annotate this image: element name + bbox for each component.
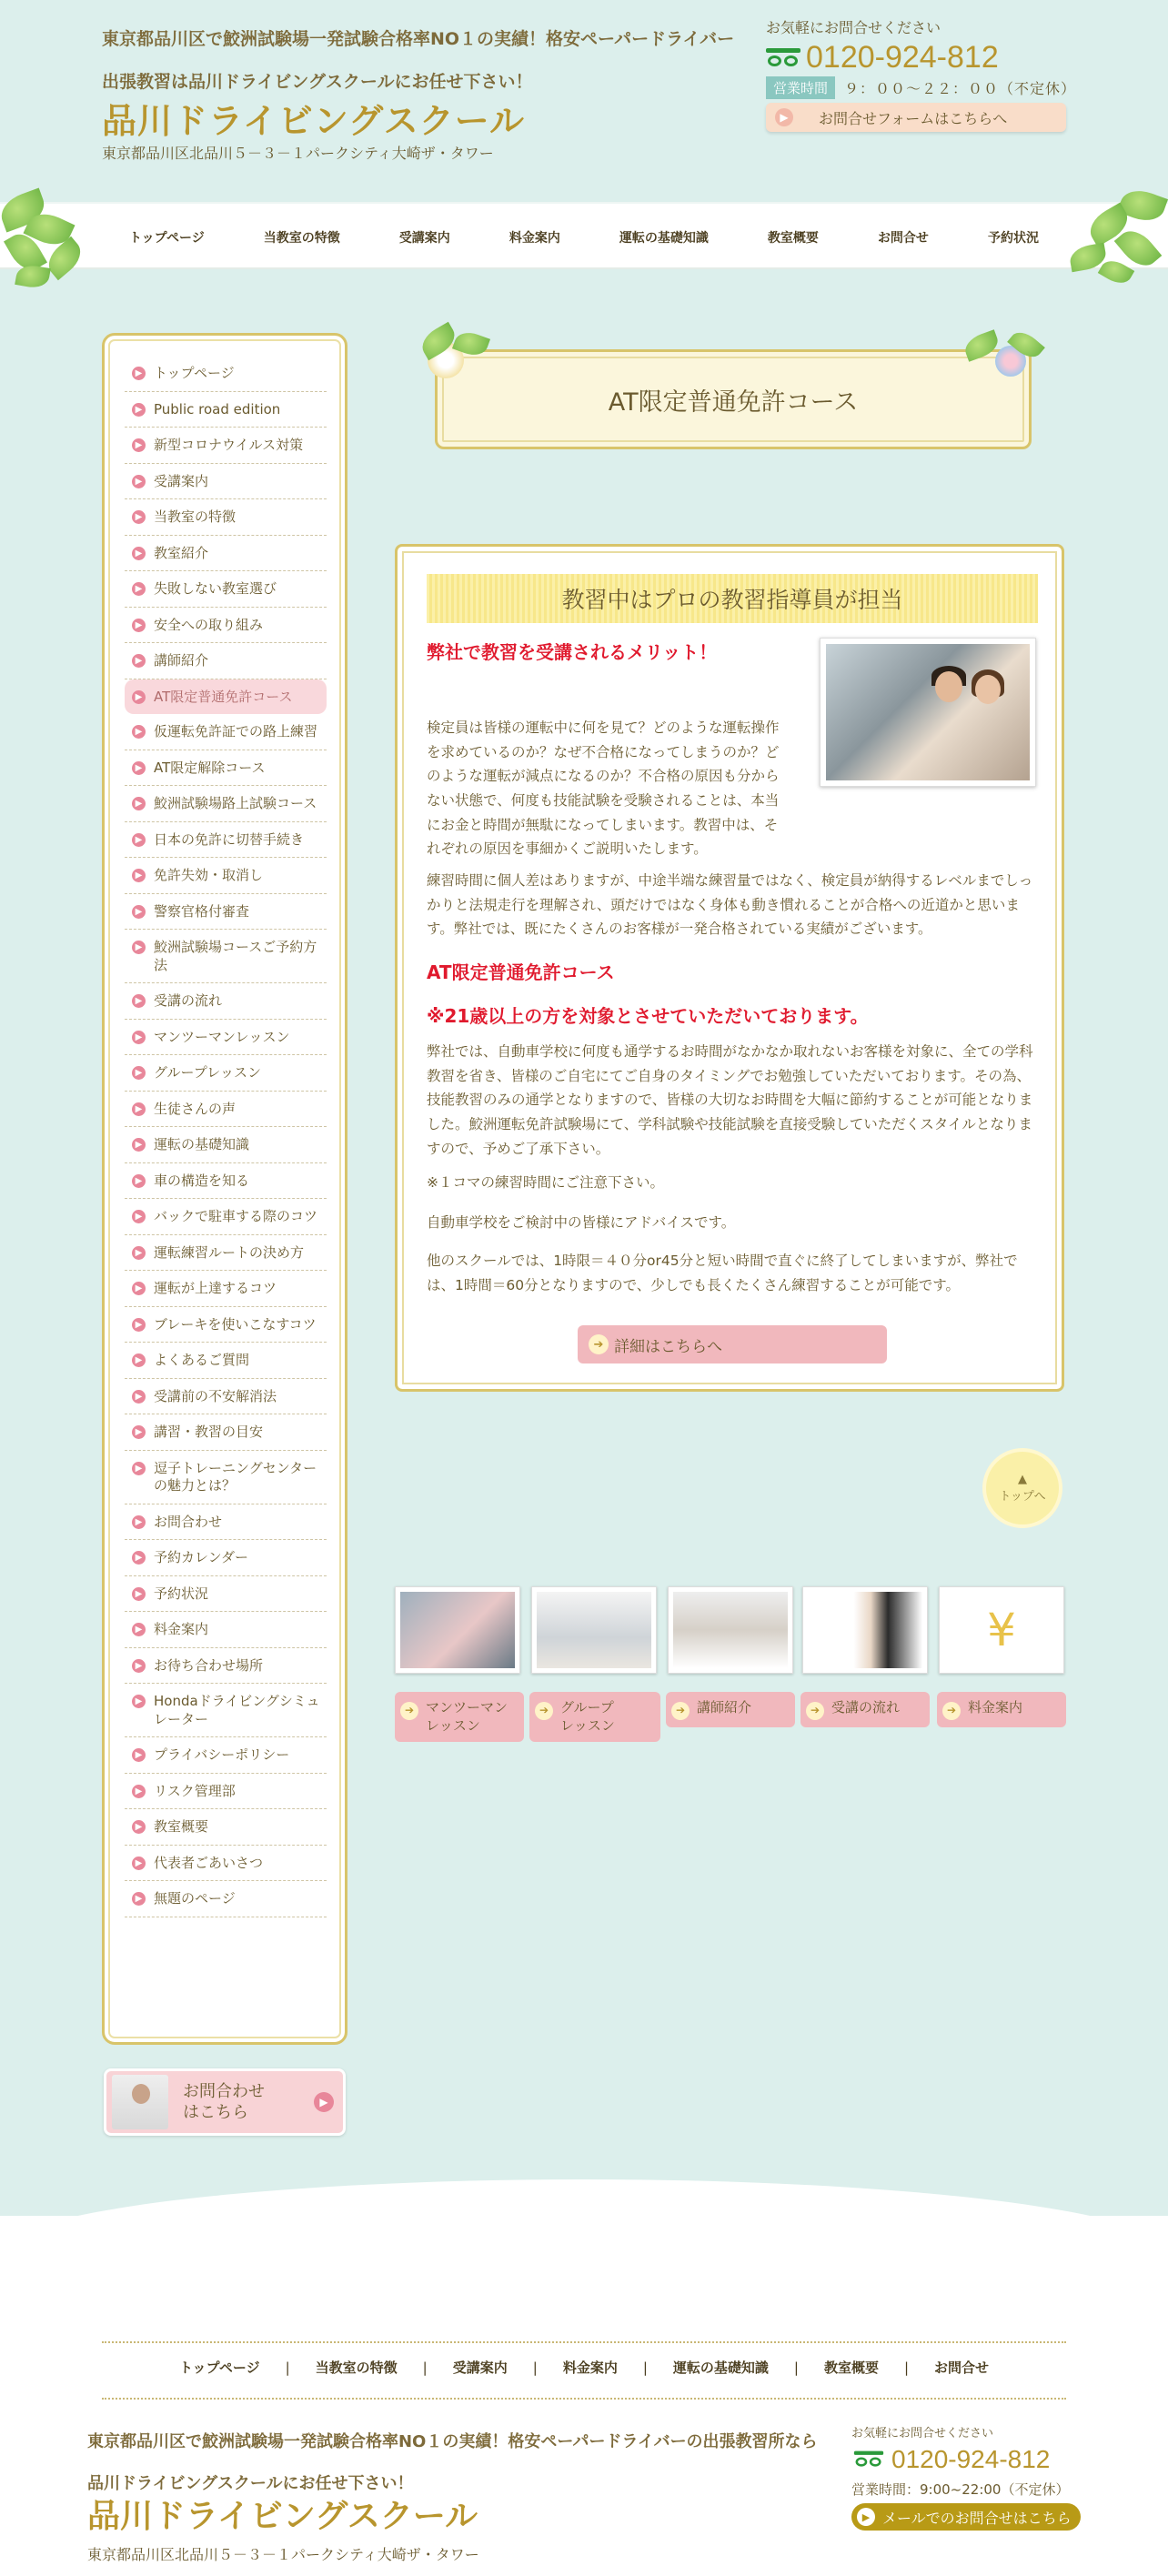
- sidebar-item-label: AT限定普通免許コース: [154, 688, 293, 705]
- footer-logo[interactable]: 品川ドライビングスクール: [87, 2498, 478, 2535]
- quick-link-label: 料金案内: [968, 1699, 1023, 1716]
- sidebar-item-label: 料金案内: [154, 1621, 209, 1637]
- arrow-right-icon: ▶: [132, 438, 146, 452]
- nav-separator: |: [422, 2359, 428, 2376]
- arrow-right-icon: ▶: [132, 1282, 146, 1295]
- paragraph-6: 他のスクールでは、1時限＝４０分or45分と短い時間で直ぐに終了してしまいますが、弊社では、1時間＝60分となりますので、少しでも長くたくさん練習することが可能です。: [427, 1253, 1018, 1293]
- footer-mail-button[interactable]: [851, 2503, 1081, 2531]
- quick-link-mantoman[interactable]: [395, 1692, 524, 1742]
- footer-nav-item-5[interactable]: 教室概要: [823, 2360, 879, 2376]
- sidebar-item-36[interactable]: [125, 1684, 327, 1737]
- arrow-right-icon: ▶: [132, 475, 146, 488]
- arrow-right-icon: ▶: [132, 1210, 146, 1223]
- arrow-right-icon: ➔: [589, 1334, 609, 1354]
- detail-button[interactable]: [578, 1325, 887, 1363]
- paragraph-4: ※１コマの練習時間にご注意下さい。: [427, 1174, 664, 1191]
- thumb-group[interactable]: [531, 1586, 657, 1674]
- sidebar-item-label: ブレーキを使いこなすコツ: [154, 1315, 317, 1333]
- sidebar-item-label: お問合わせ: [154, 1513, 223, 1530]
- sidebar-item-label: 安全への取り組み: [154, 616, 264, 633]
- arrow-right-icon: ▶: [132, 1659, 146, 1673]
- sidebar-item-label: 講師紹介: [154, 652, 209, 669]
- site-logo[interactable]: 品川ドライビングスクール: [102, 101, 525, 141]
- age-note: ※21歳以上の方を対象とさせていただいております。: [427, 1005, 869, 1027]
- nav-separator: |: [642, 2359, 648, 2376]
- sidebar-item-label: 運転の基礎知識: [154, 1136, 250, 1152]
- footer-nav-item-6[interactable]: お問合せ: [934, 2360, 990, 2376]
- paragraph-1: 検定員は皆様の運転中に何を見て？どのような運転操作を求めているのか？なぜ不合格になってしまうのか？どのような運転が減点になるのか？不合格の原因も分からない状態で、何度も技能試験を受験されることは、本当にお金と時間が無駄になってしまいます。教習中は、それぞれの原因を事細かくご説明いたします。: [427, 719, 780, 858]
- arrow-right-icon: ▶: [132, 1425, 146, 1439]
- sidebar-item-label: 受講前の不安解消法: [154, 1387, 277, 1404]
- sidebar-item-11[interactable]: [125, 750, 327, 787]
- sidebar-item-1[interactable]: [125, 392, 327, 428]
- sidebar-item-12[interactable]: [125, 786, 327, 822]
- global-nav-items: [102, 204, 1066, 271]
- arrow-right-icon: ▶: [132, 1857, 146, 1870]
- footer-phone-row[interactable]: [851, 2445, 1050, 2474]
- global-nav: [0, 202, 1168, 269]
- sidebar-item-label: 教室概要: [154, 1818, 209, 1835]
- detail-button-label: 詳細はこちらへ: [614, 1337, 722, 1356]
- arrow-right-icon: ▶: [132, 510, 146, 524]
- page-title: [435, 349, 1032, 449]
- sidebar-item-7[interactable]: [125, 608, 327, 644]
- paragraph-3: 弊社では、自動車学校に何度も通学するお時間がなかなか取れないお客様を対象に、全ての学科教習を省き、皆様のご自宅にてご自身のタイミングでお勉強していただいております。その為、技能教習のみの通学となりますので、皆様の大切なお時間を大幅に節約することが可能となりました。鮫洲運転免許試験場にて、学科試験や技能試験を直接受験していただくスタイルとなりますので、予めご了承下さい。: [427, 1043, 1033, 1157]
- sidebar-item-label: マンツーマンレッスン: [154, 1028, 290, 1045]
- sidebar-item-label: 生徒さんの声: [154, 1100, 237, 1117]
- freedial-icon: [766, 48, 800, 68]
- arrow-right-icon: ▶: [132, 1138, 146, 1152]
- sidebar-item-label: 運転練習ルートの決め方: [154, 1243, 305, 1261]
- yen-icon: ¥: [944, 1592, 1059, 1668]
- freedial-icon: [854, 2451, 883, 2469]
- nav-separator: |: [793, 2359, 799, 2376]
- sidebar-item-label: 日本の免許に切替手続き: [154, 830, 305, 848]
- arrow-right-icon: ▶: [132, 1174, 146, 1188]
- header-subline: 出張教習は品川ドライビングスクールにお任せ下さい！: [102, 72, 533, 92]
- nav-separator: |: [285, 2359, 290, 2376]
- sidebar-item-0[interactable]: [125, 356, 327, 392]
- header-tagline: 東京都品川区で鮫洲試験場一発試験合格率NO１の実績！格安ペーパードライバー: [102, 29, 735, 49]
- nav-item-5[interactable]: 教室概要: [767, 231, 819, 246]
- sidebar-item-19[interactable]: [125, 1055, 327, 1092]
- arrow-right-icon: ▶: [132, 1390, 146, 1404]
- thumb-price[interactable]: [939, 1586, 1064, 1674]
- sidebar-item-label: 講習・教習の目安: [154, 1424, 264, 1440]
- quick-link-price[interactable]: [937, 1692, 1066, 1727]
- sidebar-item-label: 予約状況: [154, 1585, 209, 1602]
- arrow-right-icon: ▶: [132, 905, 146, 919]
- sidebar-item-label: Hondaドライビングシミュレーター: [154, 1693, 320, 1727]
- nav-item-2[interactable]: 受講案内: [398, 231, 450, 246]
- sidebar-item-label: 教室紹介: [154, 544, 209, 561]
- sidebar-item-32[interactable]: [125, 1540, 327, 1576]
- footer-phone[interactable]: 0120-924-812: [891, 2445, 1051, 2473]
- sidebar-item-30[interactable]: [125, 1451, 327, 1504]
- sidebar-item-label: 新型コロナウイルス対策: [154, 437, 304, 453]
- nav-separator: |: [532, 2359, 538, 2376]
- arrow-right-icon: ▶: [132, 547, 146, 560]
- sidebar-item-26[interactable]: [125, 1307, 327, 1343]
- arrow-right-icon: ▶: [132, 761, 146, 775]
- sidebar-item-18[interactable]: [125, 1020, 327, 1056]
- sidebar-item-10[interactable]: [125, 714, 327, 750]
- sidebar-item-label: 無題のページ: [154, 1890, 236, 1907]
- quick-link-label: グループ レッスン: [560, 1699, 615, 1734]
- sidebar-item-27[interactable]: [125, 1343, 327, 1379]
- nav-item-3[interactable]: 料金案内: [508, 231, 560, 246]
- thumb-instructors[interactable]: [668, 1586, 793, 1674]
- sidebar-item-38[interactable]: [125, 1774, 327, 1810]
- sidebar-item-22[interactable]: [125, 1163, 327, 1200]
- sidebar-item-8[interactable]: [125, 643, 327, 679]
- footer-nav-item-3[interactable]: 料金案内: [562, 2360, 618, 2376]
- arrow-right-icon: ➔: [400, 1702, 418, 1720]
- sidebar-item-16[interactable]: [125, 930, 327, 983]
- sidebar-contact-label: お問合わせ はこちら: [183, 2081, 265, 2122]
- sidebar-item-14[interactable]: [125, 858, 327, 894]
- arrow-right-icon: ▶: [132, 1462, 146, 1475]
- arrow-right-icon: ▶: [132, 1246, 146, 1260]
- footer-hours: 営業時間：9:00~22:00（不定休）: [851, 2481, 1070, 2498]
- arrow-right-icon: ▶: [132, 1353, 146, 1367]
- footer-mail-button-label: メールでのお問合せはこちら: [882, 2509, 1072, 2527]
- sidebar-item-41[interactable]: [125, 1881, 327, 1917]
- arrow-right-icon: ▶: [132, 941, 146, 954]
- sidebar-item-label: 鮫洲試験場コースご予約方法: [154, 939, 317, 973]
- arrow-right-icon: ▶: [132, 654, 146, 668]
- sidebar-item-6[interactable]: [125, 571, 327, 608]
- sidebar-item-39[interactable]: [125, 1809, 327, 1846]
- arrow-right-icon: ▶: [132, 1551, 146, 1565]
- footer-tagline-2: 品川ドライビングスクールにお任せ下さい！: [87, 2474, 414, 2493]
- arrow-up-icon: ▲: [1018, 1473, 1027, 1486]
- sidebar-menu: [125, 356, 327, 1917]
- sidebar-item-label: Public road edition: [154, 400, 281, 418]
- course-title: AT限定普通免許コース: [427, 961, 615, 983]
- sidebar-item-20[interactable]: [125, 1092, 327, 1128]
- footer-divider: [102, 2398, 1066, 2400]
- arrow-right-icon: ▶: [132, 1318, 146, 1332]
- nav-separator: |: [903, 2359, 910, 2376]
- sidebar-item-40[interactable]: [125, 1846, 327, 1882]
- quick-link-label: マンツーマン レッスン: [426, 1699, 508, 1734]
- sidebar-item-label: 免許失効・取消し: [154, 867, 264, 883]
- arrow-right-icon: ▶: [132, 1102, 146, 1116]
- quick-link-label: 講師紹介: [697, 1699, 752, 1716]
- sidebar-item-label: 代表者ごあいさつ: [154, 1854, 264, 1871]
- arrow-right-icon: ➔: [942, 1702, 961, 1720]
- arrow-right-icon: ▶: [132, 690, 146, 704]
- sidebar-item-3[interactable]: [125, 464, 327, 500]
- nav-item-6[interactable]: お問合せ: [877, 231, 929, 246]
- arrow-right-icon: ▶: [132, 1820, 146, 1834]
- sidebar: [102, 333, 347, 2045]
- sidebar-item-label: バックで駐車する際のコツ: [154, 1208, 318, 1224]
- sidebar-contact-button[interactable]: [104, 2068, 346, 2136]
- footer-nav-item-1[interactable]: 当教室の特徴: [315, 2360, 398, 2376]
- driving-photo: [820, 638, 1036, 787]
- arrow-right-icon: ▶: [132, 367, 146, 380]
- merit-title: 弊社で教習を受講されるメリット！: [427, 641, 718, 663]
- sidebar-item-24[interactable]: [125, 1235, 327, 1272]
- arrow-right-icon: ▶: [132, 1695, 146, 1708]
- sidebar-item-label: トップページ: [154, 365, 235, 381]
- sidebar-item-35[interactable]: [125, 1648, 327, 1685]
- sidebar-item-34[interactable]: [125, 1612, 327, 1648]
- arrow-right-icon: ➔: [671, 1702, 690, 1720]
- sidebar-item-33[interactable]: [125, 1576, 327, 1613]
- quick-link-instructors[interactable]: [666, 1692, 795, 1727]
- sidebar-item-label: グループレッスン: [154, 1064, 262, 1081]
- sidebar-item-label: プライバシーポリシー: [154, 1746, 290, 1763]
- sidebar-item-31[interactable]: [125, 1504, 327, 1541]
- sidebar-item-15[interactable]: [125, 894, 327, 931]
- arrow-right-icon: ▶: [132, 582, 146, 596]
- page-title-text: AT限定普通免許コース: [608, 387, 859, 417]
- nav-item-0[interactable]: トップページ: [129, 231, 205, 246]
- sidebar-item-label: 運転が上達するコツ: [154, 1280, 277, 1296]
- contact-form-button[interactable]: [766, 103, 1066, 132]
- sidebar-item-label: 予約カレンダー: [154, 1549, 249, 1565]
- sidebar-item-37[interactable]: [125, 1737, 327, 1774]
- arrow-right-icon: ▶: [132, 403, 146, 417]
- content-heading: 教習中はプロの教習指導員が担当: [427, 574, 1038, 623]
- arrow-right-icon: ▶: [857, 2508, 875, 2526]
- footer-divider: [102, 2341, 1066, 2343]
- thumb-mantoman[interactable]: [395, 1586, 520, 1674]
- sidebar-item-label: 鮫洲試験場路上試験コース: [154, 795, 317, 811]
- thumb-flow[interactable]: [802, 1586, 928, 1674]
- footer-nav-item-4[interactable]: 運転の基礎知識: [672, 2360, 769, 2376]
- arrow-right-icon: ▶: [132, 1515, 146, 1529]
- sidebar-item-label: 逗子トレーニングセンターの魅力とは？: [154, 1459, 317, 1494]
- sidebar-item-28[interactable]: [125, 1379, 327, 1415]
- hours-text: ９：００～２２：００（不定休）: [844, 80, 1077, 97]
- sidebar-item-21[interactable]: [125, 1127, 327, 1163]
- operator-photo: [112, 2075, 168, 2129]
- footer-address: 東京都品川区北品川５－３－１パークシティ大崎ザ・タワー: [87, 2546, 479, 2563]
- sidebar-item-label: 仮運転免許証での路上練習: [154, 723, 318, 740]
- sidebar-item-label: AT限定解除コース: [154, 759, 266, 776]
- sidebar-item-9[interactable]: [125, 679, 327, 715]
- sidebar-item-13[interactable]: [125, 822, 327, 859]
- sidebar-item-2[interactable]: [125, 428, 327, 464]
- sidebar-item-25[interactable]: [125, 1271, 327, 1307]
- paragraph-2: 練習時間に個人差はありますが、中途半端な練習量ではなく、検定員が納得するレベルまでしっかりと法規走行を理解され、頭だけではなく身体も動き慣れることが合格への近道かと思います。弊社では、既にたくさんのお客様が一発合格されている実績がございます。: [427, 872, 1033, 938]
- sidebar-item-23[interactable]: [125, 1199, 327, 1235]
- quick-link-flow[interactable]: [800, 1692, 930, 1727]
- arrow-right-icon: ▶: [314, 2092, 334, 2112]
- nav-item-1[interactable]: 当教室の特徴: [263, 231, 340, 246]
- sidebar-item-5[interactable]: [125, 536, 327, 572]
- header-phone-row[interactable]: [766, 40, 999, 75]
- sidebar-item-label: 失敗しない教室選び: [154, 580, 277, 597]
- back-to-top-label: トップへ: [999, 1490, 1046, 1504]
- arrow-right-icon: ▶: [132, 725, 146, 739]
- header-phone[interactable]: 0120-924-812: [806, 40, 999, 75]
- nav-item-7[interactable]: 予約状況: [987, 231, 1039, 246]
- quick-link-label: 受講の流れ: [831, 1699, 901, 1716]
- footer-nav-item-2[interactable]: 受講案内: [452, 2360, 508, 2376]
- arrow-right-icon: ▶: [132, 1066, 146, 1080]
- arrow-right-icon: ▶: [132, 1892, 146, 1906]
- sidebar-item-29[interactable]: [125, 1414, 327, 1451]
- footer-nav-item-0[interactable]: トップページ: [178, 2360, 260, 2376]
- header-address: 東京都品川区北品川５－３－１パークシティ大崎ザ・タワー: [102, 145, 494, 162]
- paragraph-5: 自動車学校をご検討中の皆様にアドバイスです。: [427, 1214, 736, 1231]
- arrow-right-icon: ▶: [132, 994, 146, 1008]
- back-to-top-button[interactable]: [986, 1452, 1059, 1524]
- sidebar-item-label: お待ち合わせ場所: [154, 1656, 264, 1674]
- hours-badge: 営業時間: [766, 76, 835, 99]
- content-box: [395, 544, 1064, 1392]
- arrow-right-icon: ▶: [132, 797, 146, 810]
- sidebar-item-17[interactable]: [125, 983, 327, 1020]
- footer-nav: [102, 2358, 1066, 2377]
- header-hours-row: [766, 76, 1076, 99]
- sidebar-item-label: 警察官格付審査: [154, 902, 250, 920]
- contact-form-button-label: お問合せフォームはこちらへ: [819, 109, 1008, 127]
- sidebar-item-4[interactable]: [125, 499, 327, 536]
- arrow-right-icon: ▶: [132, 1587, 146, 1601]
- footer-tagline-1: 東京都品川区で鮫洲試験場一発試験合格率NO１の実績！格安ペーパードライバーの出張教習所なら: [87, 2432, 818, 2451]
- arrow-right-icon: ➔: [806, 1702, 824, 1720]
- arrow-right-icon: ▶: [132, 1031, 146, 1044]
- sidebar-item-label: 当教室の特徴: [154, 508, 237, 525]
- arrow-right-icon: ▶: [132, 869, 146, 882]
- sidebar-item-label: リスク管理部: [154, 1782, 236, 1799]
- arrow-right-icon: ▶: [132, 1748, 146, 1762]
- arrow-right-icon: ▶: [132, 1623, 146, 1636]
- sidebar-item-label: よくあるご質問: [154, 1352, 250, 1368]
- footer: [0, 2216, 1168, 2576]
- arrow-right-icon: ➔: [535, 1702, 553, 1720]
- header-contact-label: お気軽にお問合せください: [766, 19, 941, 36]
- sidebar-item-label: 受講案内: [154, 472, 209, 489]
- footer-contact-label: お気軽にお問合せください: [851, 2427, 994, 2440]
- sidebar-item-label: 受講の流れ: [154, 992, 223, 1009]
- arrow-right-icon: ▶: [132, 1785, 146, 1798]
- nav-item-4[interactable]: 運転の基礎知識: [619, 231, 709, 246]
- arrow-right-icon: ▶: [132, 619, 146, 632]
- arrow-right-icon: ▶: [775, 108, 793, 126]
- sidebar-item-label: 車の構造を知る: [154, 1172, 250, 1189]
- arrow-right-icon: ▶: [132, 833, 146, 847]
- quick-link-group[interactable]: [529, 1692, 660, 1742]
- footer-wave: [0, 2179, 1168, 2252]
